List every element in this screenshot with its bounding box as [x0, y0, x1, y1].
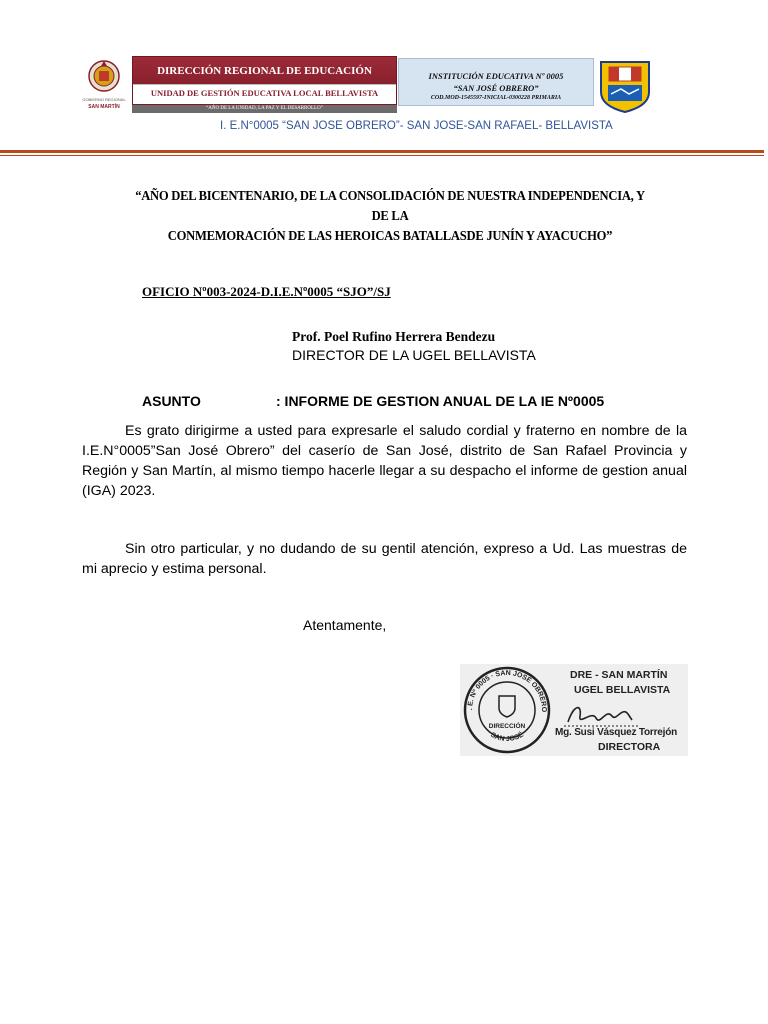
paragraph2-text: Sin otro particular, y no dudando de su gentil atención, expreso a Ud. Las muestras de mi aprecio y estima personal. — [82, 541, 687, 577]
body-paragraph-1 — [82, 421, 687, 501]
motto-band — [132, 105, 397, 113]
signature-name: Mg. Susi Vásquez Torrejón — [555, 727, 678, 738]
year-title — [129, 187, 651, 247]
stamp-center-text: DIRECCIÓN — [488, 723, 526, 730]
ugel-subtitle: UNIDAD DE GESTIÓN EDUCATIVA LOCAL BELLAVISTA — [150, 88, 379, 98]
regional-government-logo — [82, 56, 126, 114]
header-divider — [0, 150, 764, 153]
header-divider-thin — [0, 155, 764, 156]
regional-header-banner — [132, 56, 397, 106]
school-line2: “SAN JOSÉ OBRERO” — [453, 83, 539, 93]
closing: Atentamente, — [303, 617, 387, 633]
signature-line1: DRE - SAN MARTÍN — [570, 669, 668, 681]
stamp-top-text: . E. Nº 0005 · SAN JOSÉ OBRERO — [466, 669, 548, 713]
paragraph1-text: Es grato dirigirme a usted para expresarle el saludo cordial y fraterno en nombre de la I.E.N°0005”San José Obrero” del caserío de San José, distrito de San Rafael Provincia y Región y San Martín, al mismo tiempo hacerle llegar a su despacho el informe de gestion anual (IGA) 2023. — [82, 423, 687, 499]
svg-text:SAN JOSÉ — [489, 730, 525, 743]
regional-title: DIRECCIÓN REGIONAL DE EDUCACIÓN — [157, 65, 372, 77]
recipient-title: DIRECTOR DE LA UGEL BELLAVISTA — [292, 347, 536, 363]
body-paragraph-2 — [82, 539, 687, 579]
oficio-reference: OFICIO Nº003-2024-D.I.E.Nº0005 “SJO”/SJ — [142, 284, 391, 299]
official-stamp — [460, 664, 554, 756]
left-logo-caption2: SAN MARTÍN — [88, 104, 120, 110]
school-shield-logo — [596, 58, 654, 114]
motto-small: “AÑO DE LA UNIDAD, LA PAZ Y EL DESARROLLO” — [206, 106, 323, 111]
school-info-box — [398, 58, 594, 106]
left-logo-caption1: GOBIERNO REGIONAL — [82, 97, 126, 102]
signature-line2: UGEL BELLAVISTA — [574, 684, 671, 696]
school-line3: COD.MOD-1545597-INICIAL-0300228 PRIMARIA — [430, 95, 562, 101]
stamp-bottom-text: SAN JOSÉ — [489, 731, 525, 743]
year-title-line1: “AÑO DEL BICENTENARIO, DE LA CONSOLIDACIÓN DE NUESTRA INDEPENDENCIA, Y DE LA — [135, 189, 645, 224]
school-line1: INSTITUCIÓN EDUCATIVA Nº 0005 — [428, 71, 564, 81]
year-title-line2: CONMEMORACIÓN DE LAS HEROICAS BATALLASDE JUNÍN Y AYACUCHO” — [167, 229, 613, 244]
signature-role: DIRECTORA — [598, 741, 661, 753]
recipient-name: Prof. Poel Rufino Herrera Bendezu — [292, 329, 496, 344]
subject-value: : INFORME DE GESTION ANUAL DE LA IE Nº0005 — [276, 393, 605, 409]
institution-subtitle: I. E.N°0005 “SAN JOSE OBRERO”- SAN JOSE-SAN RAFAEL- BELLAVISTA — [220, 120, 613, 132]
subject-label: ASUNTO — [142, 393, 201, 409]
handwritten-signature — [562, 700, 642, 730]
